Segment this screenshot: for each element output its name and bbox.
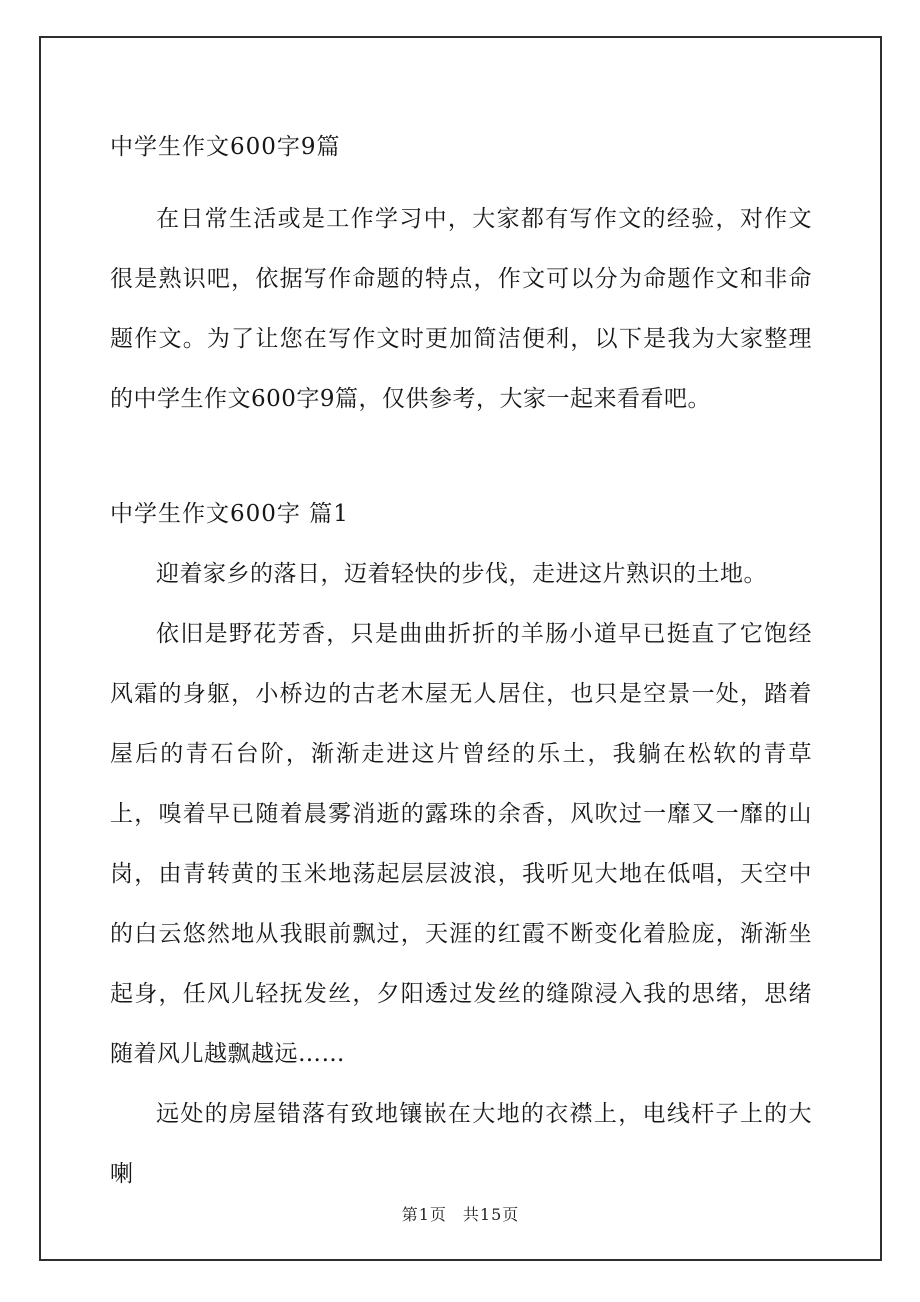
body-paragraph: 迎着家乡的落日，迈着轻快的步伐，走进这片熟识的土地。 xyxy=(156,561,767,587)
body-paragraph: 依旧是野花芳香，只是曲曲折折的羊肠小道早已挺直了它饱经风霜的身躯，小桥边的古老木屋无人居住，也只是空景一处，踏着屋后的青石台阶，渐渐走进这片曾经的乐土，我躺在松软的青草上，嗅着早已随着晨雾消逝的露珠的余香，风吹过一靡又一靡的山岗，由青转黄的玉米地荡起层层波浪，我听见大地在低唱，天空中的白云悠然地从我眼前飘过，天涯的红霞不断变化着脸庞，渐渐坐起身，任风儿轻抚发丝，夕阳透过发丝的缝隙浸入我的思绪，思绪随着风儿越飘越远…… xyxy=(110,621,812,1067)
footer-current-page: 第1页 xyxy=(401,1205,447,1224)
page-border xyxy=(39,36,882,1261)
footer-total-pages: 共15页 xyxy=(462,1205,520,1224)
page-footer xyxy=(41,1202,880,1225)
document-body xyxy=(41,38,880,1204)
intro-paragraph: 在日常生活或是工作学习中，大家都有写作文的经验，对作文很是熟识吧，依据写作命题的特点，作文可以分为命题作文和非命题作文。为了让您在写作文时更加简洁便利，以下是我为大家整理的中学生作文600字9篇，仅供参考，大家一起来看看吧。 xyxy=(110,206,812,412)
body-paragraph: 远处的房屋错落有致地镶嵌在大地的衣襟上，电线杆子上的大喇 xyxy=(110,1101,812,1187)
document-title: 中学生作文600字9篇 xyxy=(110,134,341,160)
section-heading: 中学生作文600字 篇1 xyxy=(110,501,349,527)
